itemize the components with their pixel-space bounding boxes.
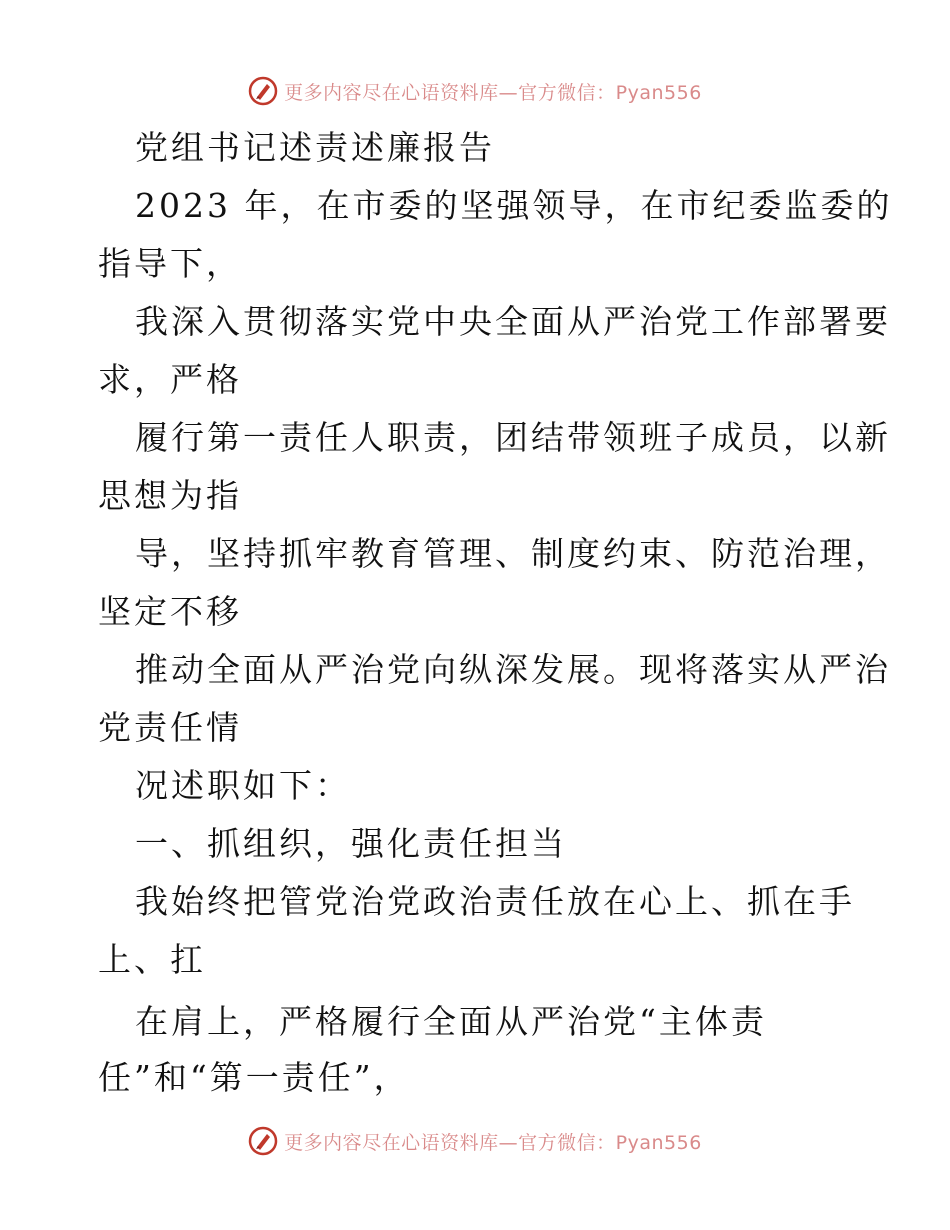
paragraph-line: 思想为指 (98, 476, 242, 515)
paragraph-line: 在肩上，严格履行全面从严治党“主体责 (135, 1002, 767, 1041)
paragraph-line: 我深入贯彻落实党中央全面从严治党工作部署要 (135, 302, 891, 341)
paragraph-line: 推动全面从严治党向纵深发展。现将落实从严治 (135, 650, 891, 689)
paragraph-line: 坚定不移 (98, 592, 242, 631)
paragraph-line: 任”和“第一责任”， (98, 1058, 410, 1097)
paragraph-line: 履行第一责任人职责，团结带领班子成员，以新 (135, 418, 891, 457)
paragraph-line: 指导下， (98, 244, 242, 283)
watermark-footer (0, 1121, 950, 1161)
paragraph-line: 上、扛 (98, 940, 206, 979)
section-heading: 一、抓组织，强化责任担当 (135, 824, 567, 863)
paragraph-line: 2023 年，在市委的坚强领导，在市纪委监委的 (135, 186, 893, 225)
paragraph-line: 况述职如下： (135, 766, 351, 805)
paragraph-line: 我始终把管党治党政治责任放在心上、抓在手 (135, 882, 855, 921)
watermark-text: 更多内容尽在心语资料库—官方微信：Pyan556 (284, 81, 702, 104)
paragraph-line: 求，严格 (98, 360, 242, 399)
pen-logo-icon (248, 1126, 278, 1156)
paragraph-line: 党责任情 (98, 708, 242, 747)
paragraph-line: 导，坚持抓牢教育管理、制度约束、防范治理， (135, 534, 891, 573)
document-title: 党组书记述责述廉报告 (135, 128, 495, 167)
watermark-text: 更多内容尽在心语资料库—官方微信：Pyan556 (284, 1131, 702, 1154)
